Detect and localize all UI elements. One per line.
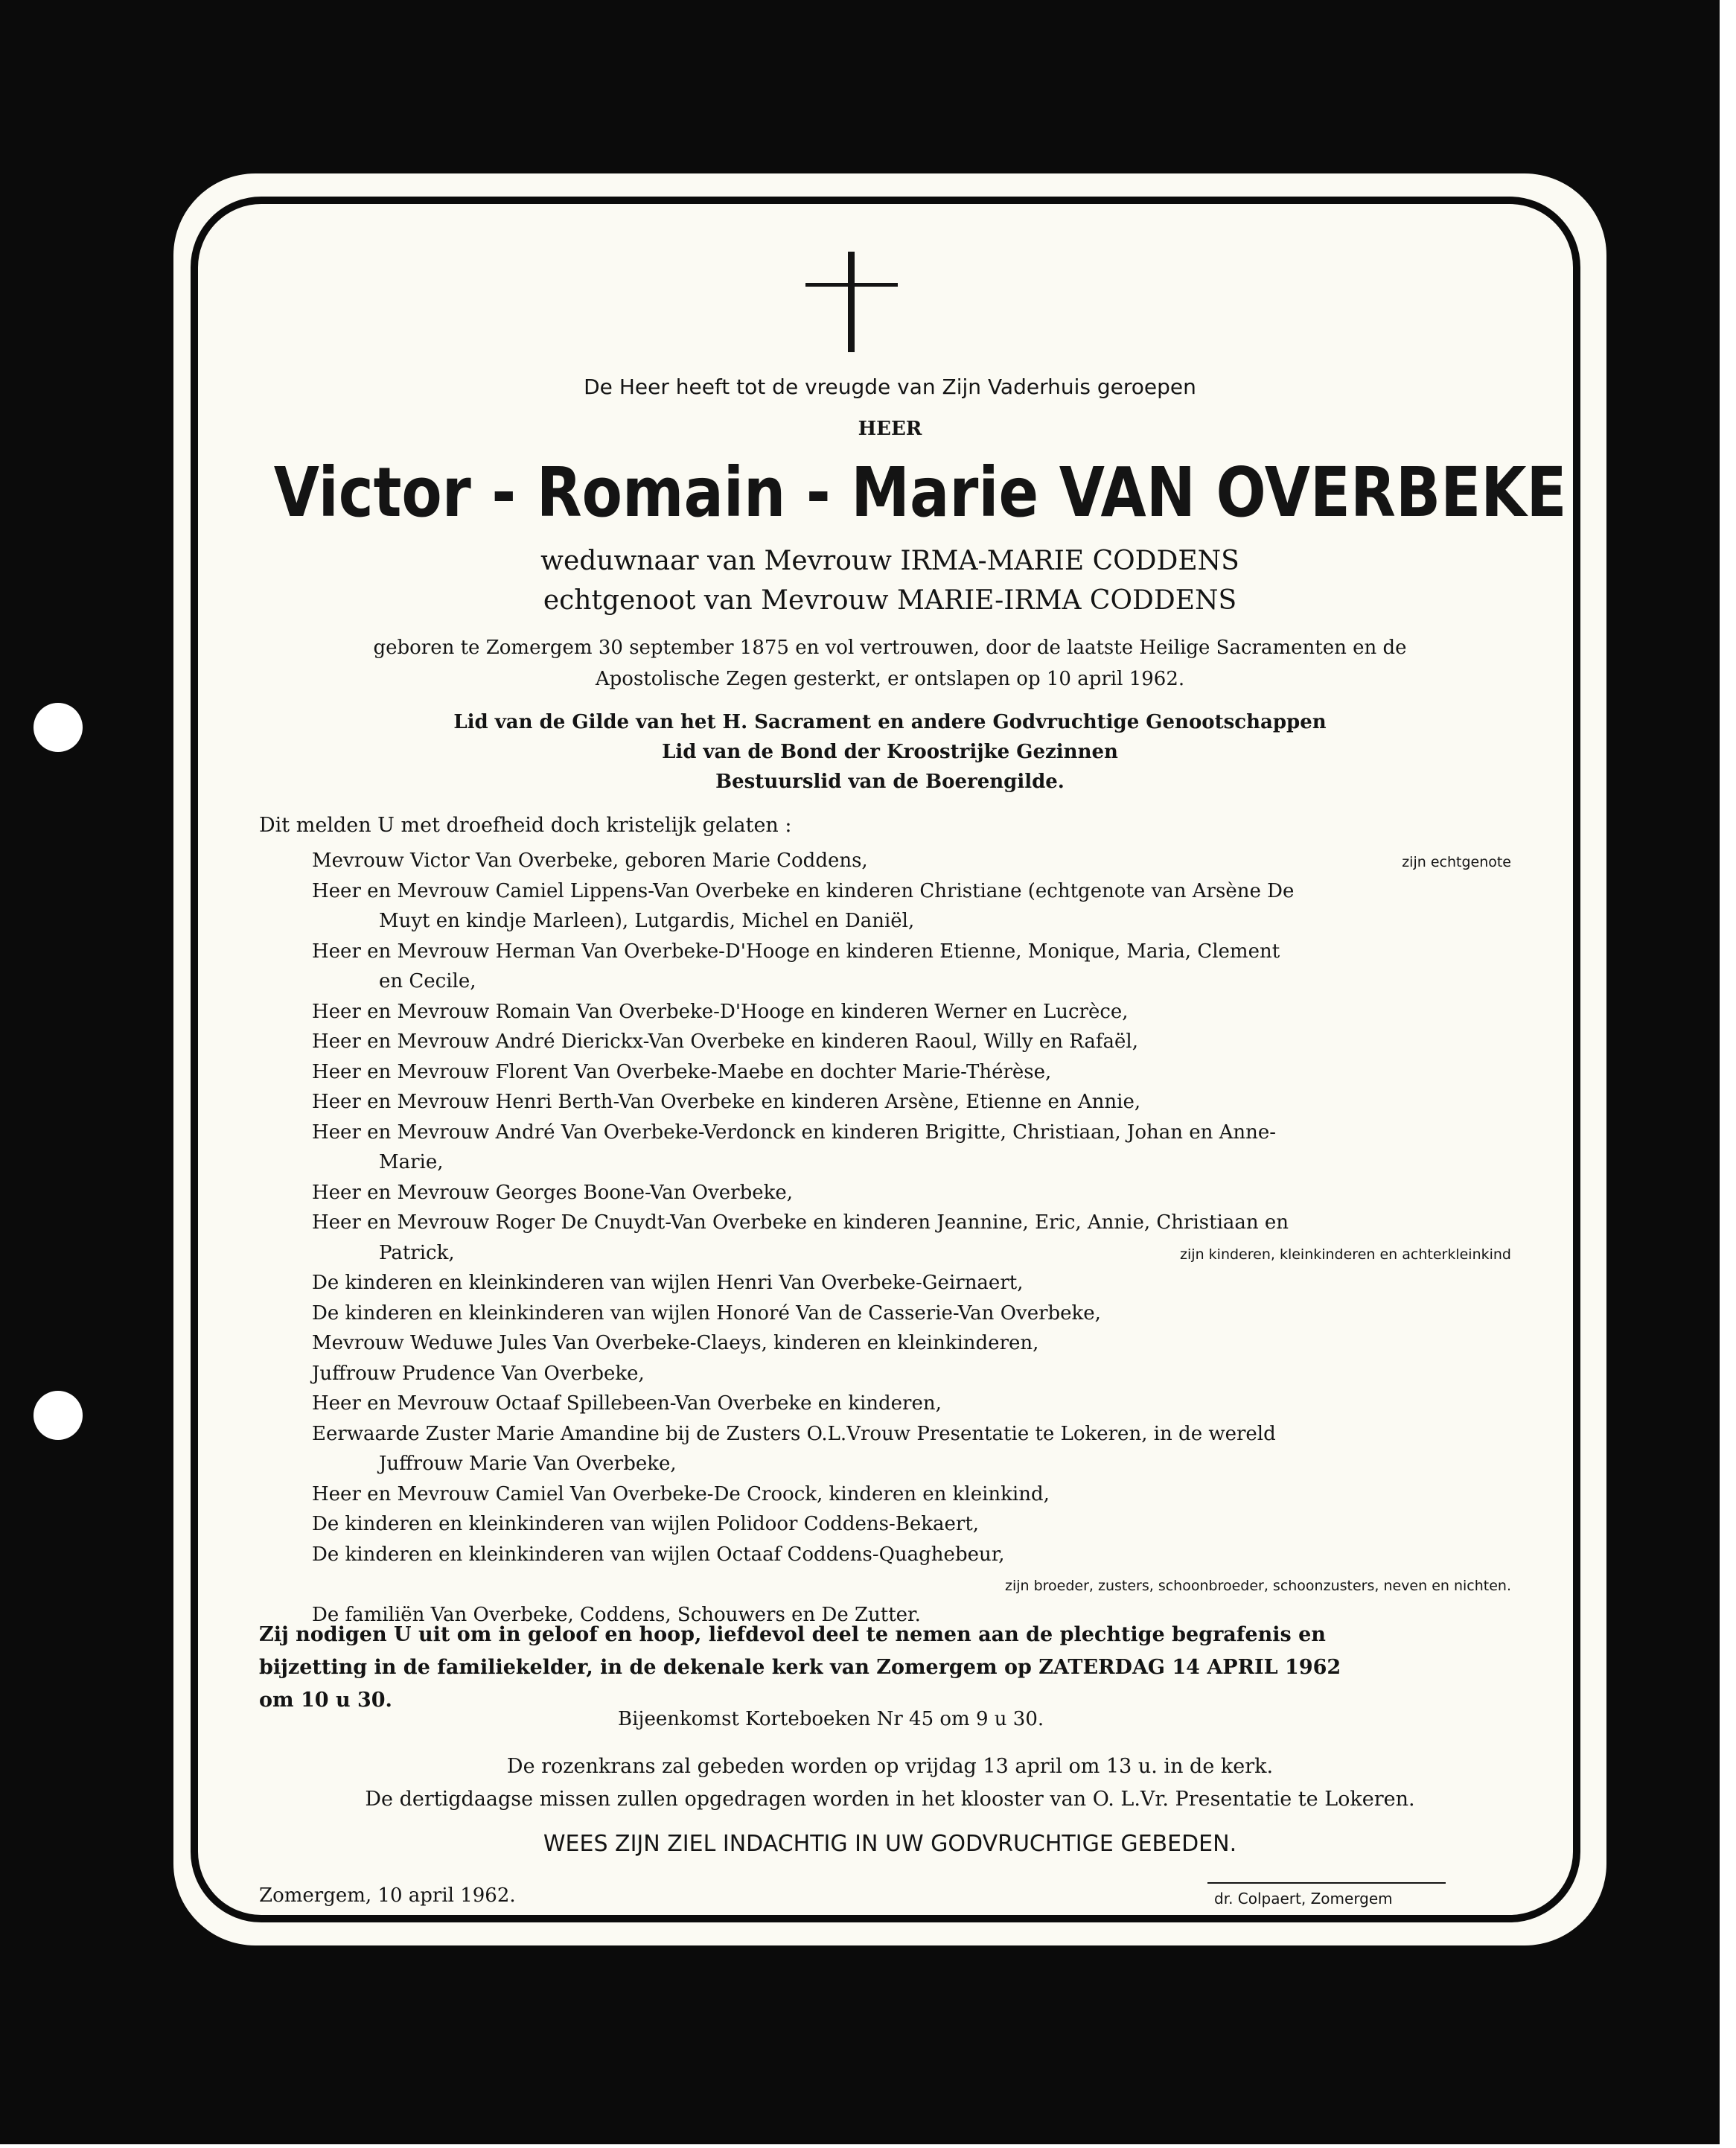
family-line-text: Heer en Mevrouw Romain Van Overbeke-D'Hooge en kinderen Werner en Lucrèce,: [312, 1000, 1129, 1023]
family-line-text: De familiën Van Overbeke, Coddens, Schouwers en De Zutter.: [312, 1603, 921, 1626]
birth-line-1: geboren te Zomergem 30 september 1875 en vol vertrouwen, door de laatste Heilige Sacramenten en de: [373, 637, 1407, 659]
invitation-line-1: Zij nodigen U uit om in geloof en hoop, liefdevol deel te nemen aan de plechtige begrafenis en: [259, 1623, 1326, 1646]
spouse-line: echtgenoot van Mevrouw MARIE-IRMA CODDENS: [543, 585, 1237, 616]
printer-rule: [1207, 1882, 1446, 1884]
family-line-text: Mevrouw Weduwe Jules Van Overbeke-Claeys, kinderen en kleinkinderen,: [312, 1332, 1039, 1354]
family-line-text: Juffrouw Prudence Van Overbeke,: [312, 1362, 645, 1385]
family-line-text: Heer en Mevrouw André Van Overbeke-Verdonck en kinderen Brigitte, Christiaan, Johan en Anne-: [312, 1121, 1277, 1144]
family-line-text: Eerwaarde Zuster Marie Amandine bij de Zusters O.L.Vrouw Presentatie te Lokeren, in de wereld: [312, 1422, 1276, 1445]
family-line-text: Heer en Mevrouw Florent Van Overbeke-Maebe en dochter Marie-Thérèse,: [312, 1060, 1052, 1083]
family-line-text: Heer en Mevrouw André Dierickx-Van Overbeke en kinderen Raoul, Willy en Rafaël,: [312, 1030, 1139, 1053]
death-notice-card: [173, 173, 1606, 1945]
rosary-line: De rozenkrans zal gebeden worden op vrijdag 13 april om 13 u. in de kerk.: [506, 1755, 1274, 1778]
announcement: Dit melden U met droefheid doch kristelijk gelaten :: [259, 814, 792, 837]
relationship-note: zijn echtgenote: [1402, 854, 1511, 870]
family-line-text: Heer en Mevrouw Georges Boone-Van Overbeke,: [312, 1181, 794, 1204]
membership-2: Lid van de Bond der Kroostrijke Gezinnen: [662, 741, 1118, 763]
relationship-note: zijn kinderen, kleinkinderen en achterkleinkind: [1180, 1246, 1511, 1263]
family-line-text: Juffrouw Marie Van Overbeke,: [379, 1453, 677, 1475]
family-line-text: Patrick,: [379, 1241, 455, 1264]
printer-credit: dr. Colpaert, Zomergem: [1214, 1890, 1393, 1908]
invitation-line-3: om 10 u 30.: [259, 1689, 392, 1712]
punch-hole-bottom: [33, 1391, 83, 1440]
family-line-text: Marie,: [379, 1151, 444, 1173]
birth-line-2: Apostolische Zegen gesterkt, er ontslapen op 10 april 1962.: [595, 668, 1185, 690]
widower-line: weduwnaar van Mevrouw IRMA-MARIE CODDENS: [540, 546, 1239, 576]
family-line-text: Heer en Mevrouw Henri Berth-Van Overbeke en kinderen Arsène, Etienne en Annie,: [312, 1091, 1141, 1113]
family-line-text: en Cecile,: [379, 970, 476, 992]
family-line-text: Heer en Mevrouw Camiel Lippens-Van Overbeke en kinderen Christiane (echtgenote van Arsène De: [312, 879, 1295, 902]
family-line-text: De kinderen en kleinkinderen van wijlen Honoré Van de Casserie-Van Overbeke,: [312, 1301, 1101, 1325]
family-line-text: De kinderen en kleinkinderen van wijlen Octaaf Coddens-Quaghebeur,: [312, 1543, 1005, 1566]
honorific: HEER: [858, 418, 922, 440]
family-line-text: Muyt en kindje Marleen), Lutgardis, Michel en Daniël,: [379, 910, 915, 932]
membership-1: Lid van de Gilde van het H. Sacrament en andere Godvruchtige Genootschappen: [453, 711, 1327, 733]
family-line-text: Heer en Mevrouw Roger De Cnuydt-Van Overbeke en kinderen Jeannine, Eric, Annie, Christiaan en: [312, 1211, 1289, 1234]
invitation-line-2: bijzetting in de familiekelder, in de dekenale kerk van Zomergem op ZATERDAG 14 APRIL 1962: [259, 1656, 1341, 1679]
family-line-text: De kinderen en kleinkinderen van wijlen Henri Van Overbeke-Geirnaert,: [312, 1272, 1024, 1294]
family-line-text: De kinderen en kleinkinderen van wijlen Polidoor Coddens-Bekaert,: [312, 1513, 980, 1535]
deceased-name: Victor - Romain - Marie VAN OVERBEKE: [273, 453, 1567, 532]
intro-line: De Heer heeft tot de vreugde van Zijn Vaderhuis geroepen: [584, 375, 1196, 399]
membership-3: Bestuurslid van de Boerengilde.: [715, 771, 1065, 793]
family-line-text: Heer en Mevrouw Octaaf Spillebeen-Van Overbeke en kinderen,: [312, 1392, 942, 1415]
cross-icon: [805, 252, 898, 356]
punch-hole-top: [33, 703, 83, 752]
masses-line: De dertigdaagse missen zullen opgedragen worden in het klooster van O. L.Vr. Presentatie te Lokeren.: [365, 1788, 1415, 1811]
prayer-request: WEES ZIJN ZIEL INDACHTIG IN UW GODVRUCHTIGE GEBEDEN.: [543, 1831, 1237, 1857]
family-line-text: Heer en Mevrouw Herman Van Overbeke-D'Hooge en kinderen Etienne, Monique, Maria, Clement: [312, 940, 1280, 963]
relationship-note: zijn broeder, zusters, schoonbroeder, schoonzusters, neven en nichten.: [1004, 1578, 1511, 1594]
place-and-date: Zomergem, 10 april 1962.: [259, 1884, 516, 1907]
family-line-text: Heer en Mevrouw Camiel Van Overbeke-De Croock, kinderen en kleinkind,: [312, 1482, 1050, 1505]
gathering-line: Bijeenkomst Korteboeken Nr 45 om 9 u 30.: [618, 1708, 1044, 1730]
family-line-text: Mevrouw Victor Van Overbeke, geboren Marie Coddens,: [312, 850, 868, 872]
